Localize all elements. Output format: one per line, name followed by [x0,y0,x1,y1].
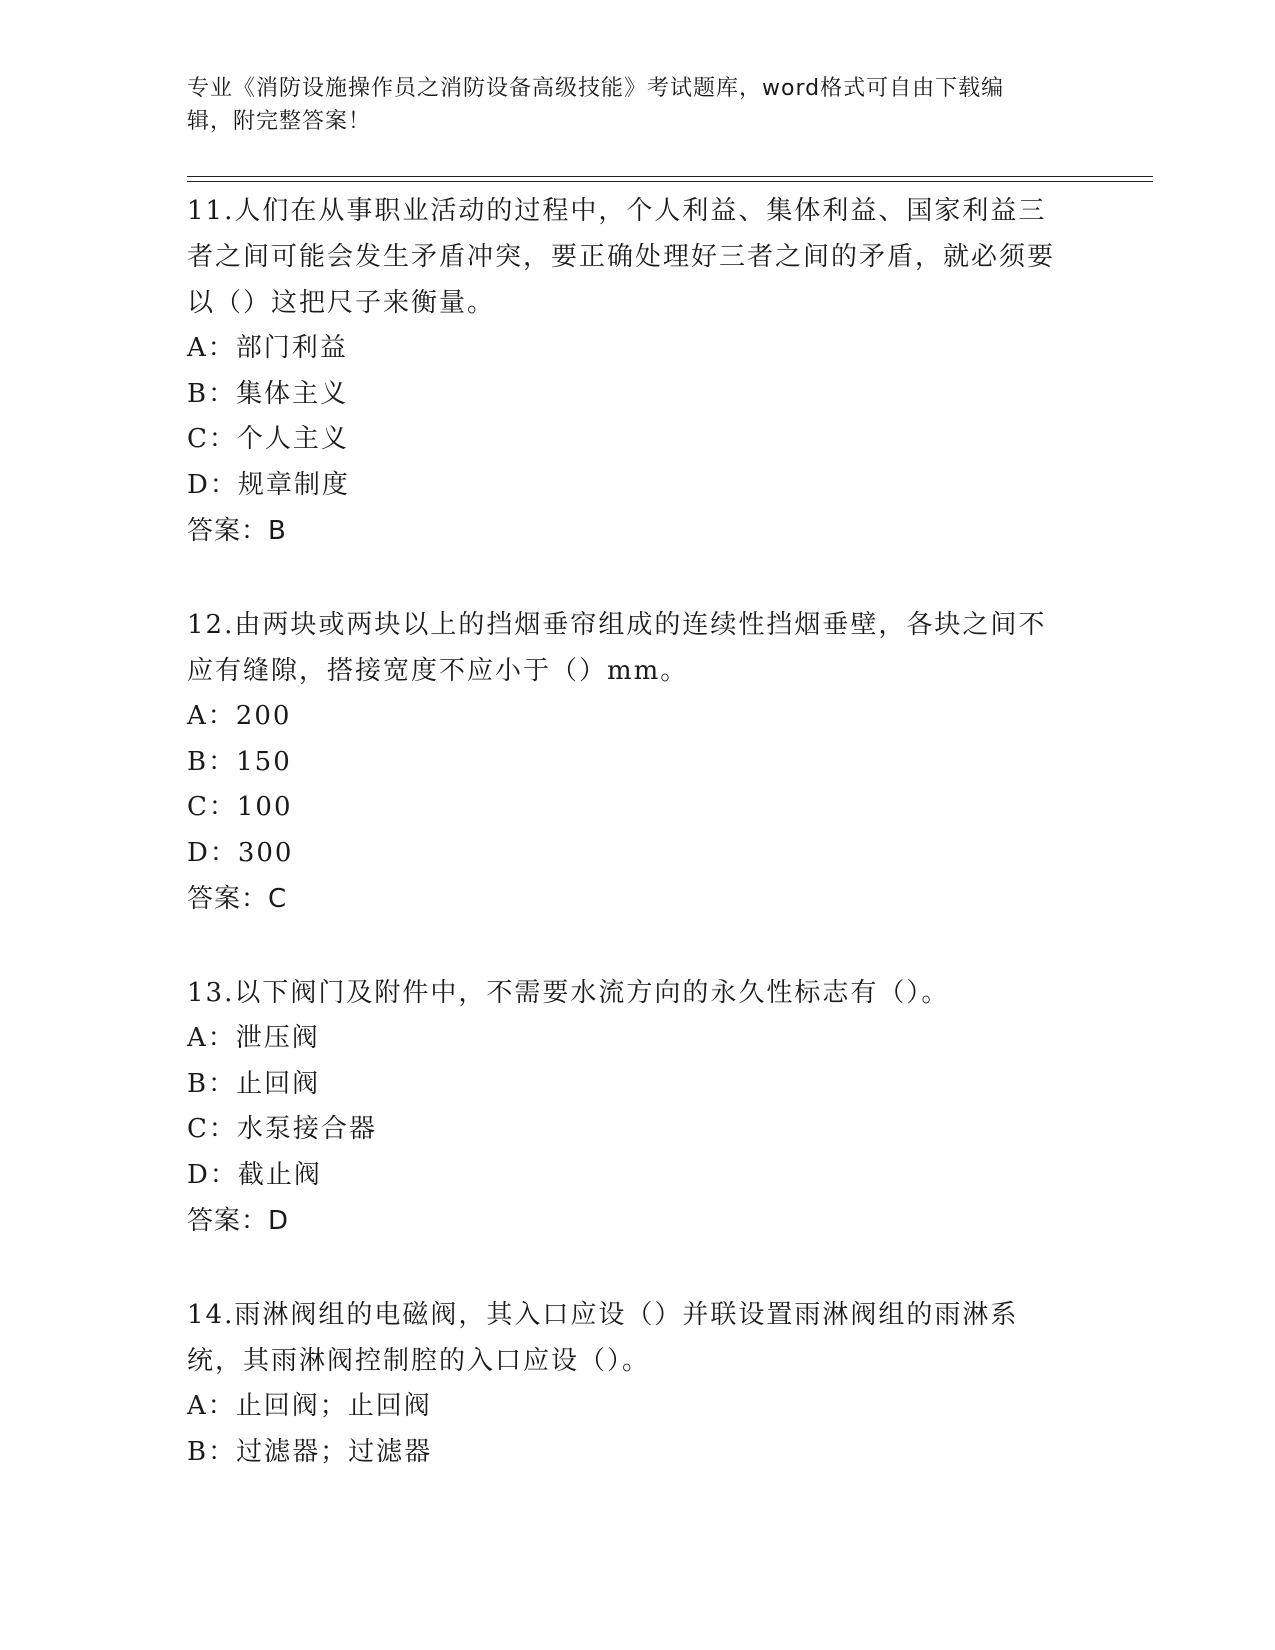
question-14 [187,1292,1087,1475]
answer: 答案：B [187,516,287,546]
question-13 [187,970,1087,1244]
option-c: C：水泵接合器 [187,1114,377,1144]
header-rule-top [187,176,1153,177]
question-11 [187,188,1087,554]
option-c: C：100 [187,792,293,822]
option-b: B：150 [187,746,292,777]
question-stem: 14.雨淋阀组的电磁阀，其入口应设（）并联设置雨淋阀组的雨淋系统，其雨淋阀控制腔的入口应设（）。 [187,1300,1019,1376]
document-page [187,72,1087,138]
option-a: A：泄压阀 [187,1023,320,1053]
option-a: A：部门利益 [187,333,348,363]
option-c: C：个人主义 [187,424,349,454]
question-list [187,188,1087,1475]
question-stem: 11.人们在从事职业活动的过程中，个人利益、集体利益、国家利益三者之间可能会发生矛盾冲突，要正确处理好三者之间的矛盾，就必须要以（）这把尺子来衡量。 [187,196,1056,318]
question-12 [187,602,1087,922]
answer: 答案：D [187,1206,290,1236]
answer: 答案：C [187,884,288,914]
option-d: D：规章制度 [187,469,350,500]
option-b: B：过滤器；过滤器 [187,1436,433,1467]
option-a: A：200 [187,701,292,731]
question-stem: 13.以下阀门及附件中，不需要水流方向的永久性标志有（）。 [187,978,950,1008]
option-d: D：300 [187,837,294,868]
option-b: B：集体主义 [187,378,349,409]
option-b: B：止回阀 [187,1068,321,1099]
option-a: A：止回阀；止回阀 [187,1391,432,1421]
header-rule-bottom [187,181,1153,182]
document-header: 专业《消防设施操作员之消防设备高级技能》考试题库，word格式可自由下载编辑，附完整答案！ [187,76,1005,134]
question-stem: 12.由两块或两块以上的挡烟垂帘组成的连续性挡烟垂壁，各块之间不应有缝隙，搭接宽度不应小于（）mm。 [187,610,1047,686]
option-d: D：截止阀 [187,1159,322,1190]
